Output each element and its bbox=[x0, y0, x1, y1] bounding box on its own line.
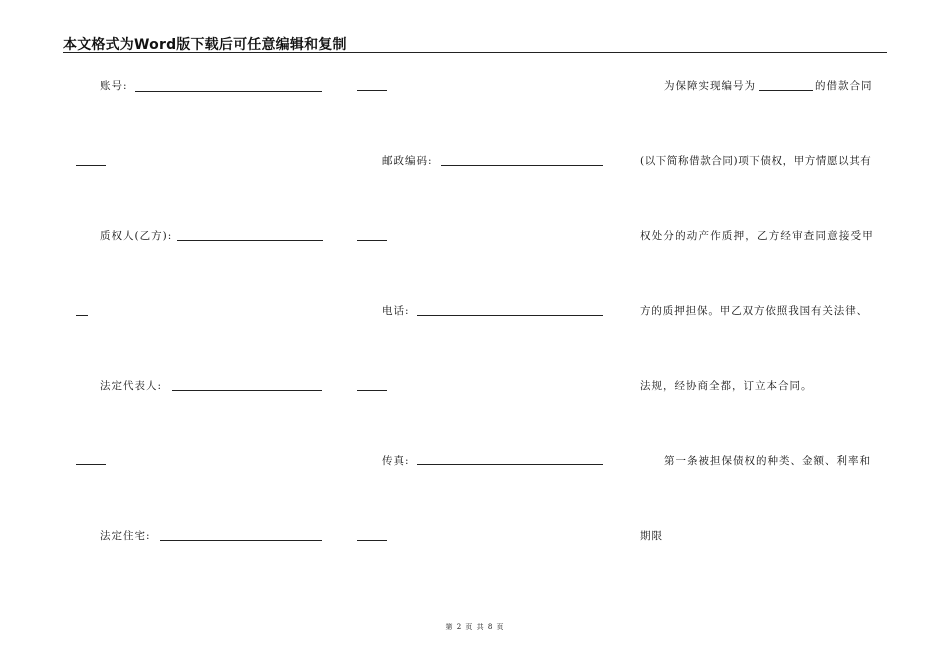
middle-blank-continuation-3 bbox=[357, 390, 387, 391]
account-blank bbox=[135, 91, 322, 92]
fax-label: 传真: bbox=[382, 455, 410, 467]
contract-intro-suffix: 的借款合同 bbox=[815, 80, 873, 92]
legal-representative-blank-continuation bbox=[76, 464, 106, 465]
article-one-heading-continuation: 期限 bbox=[640, 530, 663, 542]
pledgee-blank bbox=[177, 240, 323, 241]
account-blank-continuation bbox=[76, 165, 106, 166]
middle-blank-continuation-2 bbox=[357, 240, 387, 241]
account-label: 账号: bbox=[100, 80, 128, 92]
contract-text-line-2: (以下简称借款合同)项下债权，甲方情愿以其有 bbox=[640, 155, 872, 167]
article-one-heading: 第一条被担保债权的种类、金额、利率和 bbox=[664, 455, 871, 467]
postal-code-blank bbox=[441, 165, 603, 166]
fax-blank bbox=[417, 464, 603, 465]
page-number: 第 2 页 共 8 页 bbox=[445, 623, 505, 631]
header-divider bbox=[63, 52, 887, 53]
contract-text-line-3: 权处分的动产作质押，乙方经审查同意接受甲 bbox=[640, 230, 874, 242]
contract-text-line-4: 方的质押担保。甲乙双方依照我国有关法律、 bbox=[640, 305, 868, 317]
legal-representative-blank bbox=[172, 390, 322, 391]
legal-address-blank bbox=[160, 540, 322, 541]
contract-intro-prefix: 为保障实现编号为 bbox=[664, 80, 756, 92]
contract-text-line-5: 法规，经协商全都，订立本合同。 bbox=[640, 380, 813, 392]
legal-address-label: 法定住宅: bbox=[100, 530, 151, 542]
pledgee-blank-continuation bbox=[76, 315, 88, 316]
contract-number-blank bbox=[759, 90, 813, 91]
postal-code-label: 邮政编码: bbox=[382, 155, 433, 167]
middle-blank-continuation-4 bbox=[357, 540, 387, 541]
phone-blank bbox=[417, 315, 603, 316]
legal-representative-label: 法定代表人: bbox=[100, 380, 163, 392]
phone-label: 电话: bbox=[382, 305, 410, 317]
document-header-title: 本文格式为Word版下载后可任意编辑和复制 bbox=[63, 37, 347, 53]
pledgee-label: 质权人(乙方): bbox=[100, 230, 173, 242]
middle-blank-continuation-1 bbox=[357, 90, 387, 91]
